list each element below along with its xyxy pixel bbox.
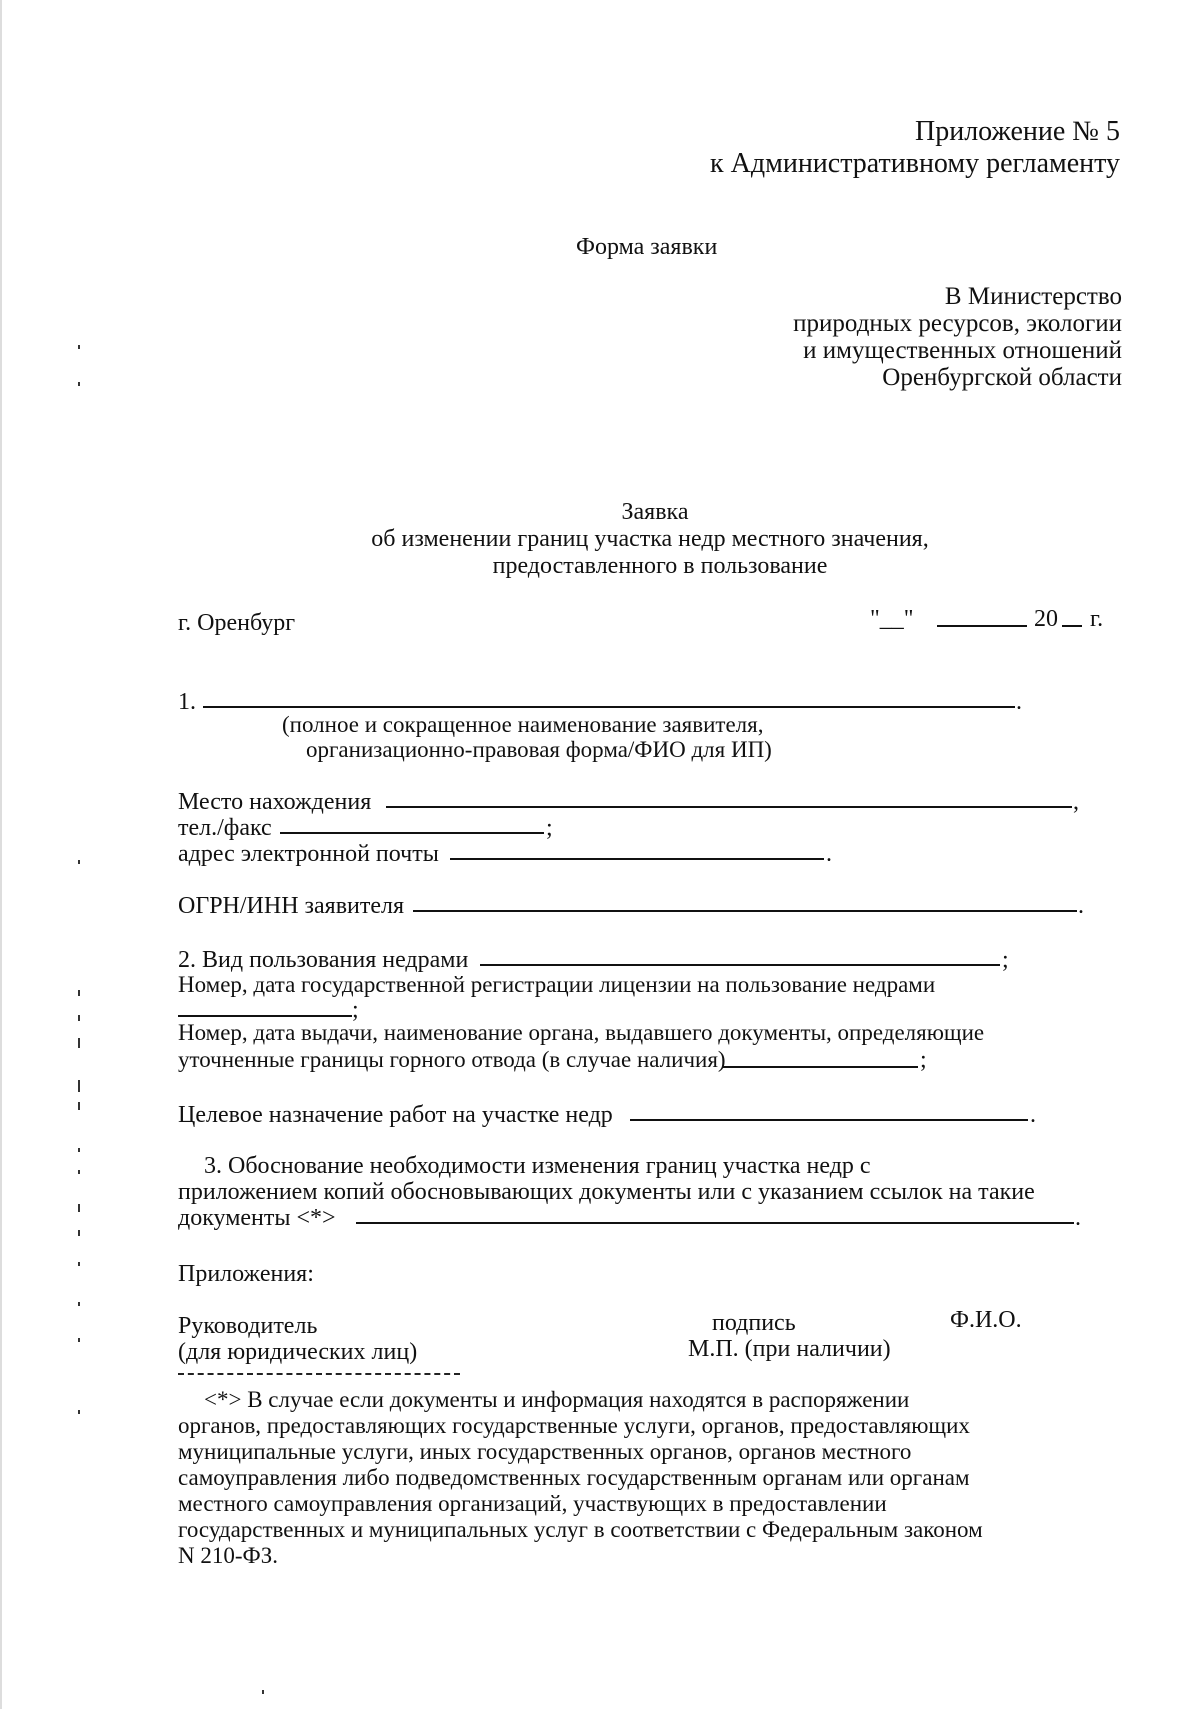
scan-speck [78, 1204, 80, 1212]
scan-speck [78, 1015, 80, 1021]
scan-speck [78, 382, 80, 386]
date-year-line [1062, 625, 1082, 627]
location-end: , [1073, 789, 1079, 815]
section-3-end: . [1075, 1205, 1081, 1231]
title-line-2: об изменении границ участка недр местного значения, [371, 526, 929, 552]
license-end: ; [352, 997, 359, 1023]
section-3-line-3: документы <*> [178, 1205, 336, 1231]
location-label: Место нахождения [178, 789, 372, 815]
addressee-line-2: природных ресурсов, экологии [793, 310, 1122, 337]
purpose-end: . [1030, 1102, 1036, 1128]
scan-speck [78, 1410, 80, 1414]
scan-speck [78, 345, 80, 349]
footnote-line-1: <*> В случае если документы и информация находятся в распоряжении [204, 1387, 910, 1412]
scan-speck [78, 1230, 80, 1236]
ogrn-end: . [1078, 893, 1084, 919]
addressee-line-1: В Министерство [944, 283, 1122, 310]
ogrn-label: ОГРН/ИНН заявителя [178, 893, 405, 919]
footnote-line-7: N 210-ФЗ. [178, 1543, 278, 1568]
email-line [450, 858, 824, 860]
scan-speck [78, 1080, 80, 1092]
section-1-number: 1. [178, 689, 196, 715]
docs-label-2: уточненные границы горного отвода (в случае наличия) [178, 1047, 726, 1072]
attachments-label: Приложения: [178, 1261, 314, 1287]
applicant-hint-1: (полное и сокращенное наименование заявителя, [282, 712, 764, 737]
addressee-line-4: Оренбургской области [882, 364, 1122, 391]
signature-fio: Ф.И.О. [950, 1307, 1022, 1333]
date-year-prefix: 20 [1034, 606, 1058, 632]
place: г. Оренбург [178, 610, 296, 636]
applicant-hint-2: организационно-правовая форма/ФИО для ИП) [306, 737, 772, 762]
scan-speck [78, 1302, 80, 1306]
usage-end: ; [1002, 947, 1009, 973]
license-line [178, 1015, 352, 1017]
docs-end: ; [920, 1047, 927, 1073]
phone-label: тел./факс [178, 815, 272, 841]
applicant-name-line [203, 706, 1015, 708]
justification-line [356, 1222, 1074, 1224]
form-title: Форма заявки [576, 234, 718, 260]
phone-line [280, 832, 544, 834]
license-label: Номер, дата государственной регистрации лицензии на пользование недрами [178, 972, 936, 997]
phone-end: ; [546, 815, 553, 841]
title-line-1: Заявка [621, 499, 689, 525]
appendix-number: Приложение № 5 [915, 116, 1120, 147]
scan-edge [0, 0, 2, 1709]
usage-line [480, 964, 1000, 966]
footnote-line-5: местного самоуправления организаций, участвующих в предоставлении [178, 1491, 887, 1516]
usage-label: 2. Вид пользования недрами [178, 947, 469, 973]
footnote-line-2: органов, предоставляющих государственные услуги, органов, предоставляющих [178, 1413, 970, 1438]
footnote-line-3: муниципальные услуги, иных государственных органов, органов местного [178, 1439, 912, 1464]
scan-speck [262, 1690, 264, 1694]
ogrn-line [413, 910, 1077, 912]
footnote-line-4: самоуправления либо подведомственных государственным органам или органам [178, 1465, 970, 1490]
scan-speck [78, 1262, 80, 1266]
docs-line [722, 1066, 918, 1068]
signature-head: Руководитель [178, 1313, 318, 1339]
purpose-label: Целевое назначение работ на участке недр [178, 1102, 613, 1128]
scan-speck [78, 1102, 80, 1110]
purpose-line [630, 1119, 1028, 1121]
section-3-line-2: приложением копий обосновывающих документы или с указанием ссылок на такие [178, 1179, 1035, 1205]
email-end: . [826, 841, 832, 867]
scan-speck [78, 860, 80, 864]
signature-stamp: М.П. (при наличии) [688, 1336, 891, 1362]
title-line-3: предоставленного в пользование [492, 553, 828, 579]
docs-label-1: Номер, дата выдачи, наименование органа, выдавшего документы, определяющие [178, 1020, 985, 1045]
email-label: адрес электронной почты [178, 841, 439, 867]
date-day: "__" [870, 606, 914, 632]
scan-speck [78, 1170, 80, 1174]
location-line [386, 806, 1072, 808]
section-1-end: . [1016, 689, 1022, 715]
scan-speck [78, 1148, 80, 1152]
addressee-line-3: и имущественных отношений [803, 337, 1122, 364]
scan-speck [78, 1338, 80, 1342]
signature-sign: подпись [712, 1310, 796, 1336]
date-month-line [937, 625, 1027, 627]
section-3-line-1: 3. Обоснование необходимости изменения границ участка недр с [204, 1153, 871, 1179]
date-year-suffix: г. [1090, 606, 1104, 632]
scan-speck [78, 990, 80, 996]
scan-speck [78, 1038, 80, 1048]
footnote-line-6: государственных и муниципальных услуг в соответствии с Федеральным законом [178, 1517, 983, 1542]
footnote-separator [178, 1373, 460, 1375]
appendix-regulation: к Административному регламенту [710, 148, 1120, 179]
signature-legal: (для юридических лиц) [178, 1339, 418, 1365]
